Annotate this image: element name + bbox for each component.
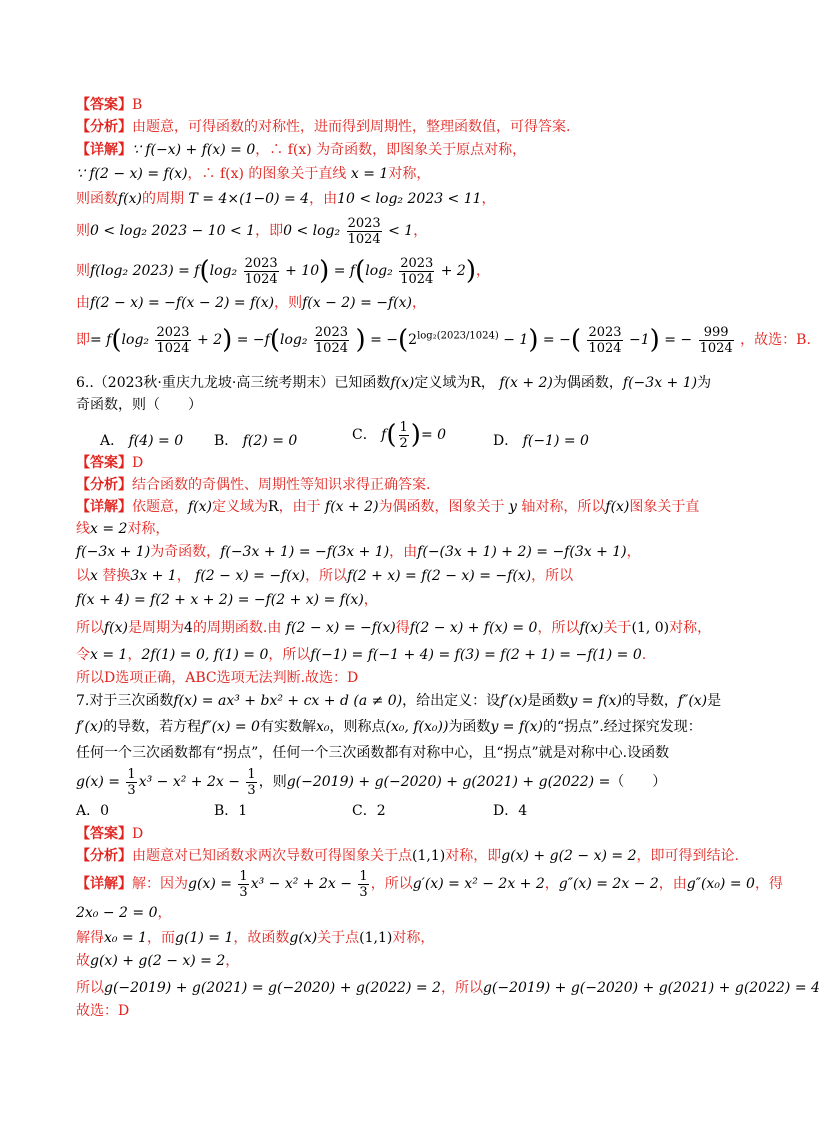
- text: 对称，即: [445, 848, 502, 864]
- math: x = 1: [350, 166, 389, 182]
- fraction-numerator: 2023: [156, 324, 190, 340]
- math: log₂: [121, 332, 150, 348]
- math: f′(x): [500, 693, 528, 709]
- text: 为偶函数，图象关于: [378, 499, 505, 515]
- math: f(2 − x) = −f(x − 2) = f(x): [90, 295, 275, 311]
- math: < 1: [388, 223, 414, 239]
- q7-detail-line-6: [76, 1000, 760, 1022]
- text: 线: [76, 521, 90, 537]
- fraction-numerator: 1: [247, 766, 256, 782]
- paren: (: [111, 325, 122, 355]
- fraction-numerator: 999: [699, 325, 734, 341]
- math: g(−2019) + g(−2020) + g(2021) + g(2022) = 4: [482, 980, 820, 996]
- text: .: [641, 647, 647, 663]
- text: ，得: [754, 876, 783, 892]
- text: （ ）: [610, 774, 667, 790]
- q7-stem-line-4: [76, 764, 760, 800]
- math: 2x₀ − 2 = 0: [76, 905, 158, 921]
- option-value: 4: [518, 803, 528, 819]
- math: f(x) = ax³ + bx² + cx + d (a ≠ 0): [173, 693, 403, 709]
- math: f(2 − x) = −f(x): [195, 568, 306, 584]
- answer-tag: 【答案】: [76, 455, 132, 471]
- text: ，所以: [537, 620, 580, 636]
- text: ，: [176, 568, 191, 584]
- text: 有实数解: [259, 719, 316, 735]
- math: g(x) + g(2 − x) = 2: [501, 848, 637, 864]
- paren: ): [222, 325, 233, 355]
- math: f(−1) = f(−1 + 4) = f(3) = f(2 + 1) = −f(1) = 0: [310, 647, 642, 663]
- math: f(x + 4) = f(2 + x + 2) = −f(2 + x) = f(x): [76, 592, 364, 608]
- math: (1, 0): [631, 620, 670, 636]
- math: g(x) =: [76, 774, 120, 790]
- math: 3x + 1: [130, 568, 177, 584]
- text: 解得: [76, 930, 104, 946]
- text: ，所以: [440, 980, 483, 996]
- paren: (: [355, 256, 366, 286]
- math: f(x): [104, 620, 129, 636]
- text: 为奇函数，: [150, 544, 221, 560]
- option-label: A．: [76, 803, 101, 819]
- text: ，由于: [278, 499, 321, 515]
- math: log₂: [209, 263, 238, 279]
- analysis-text: 结合函数的奇偶性、周期性等知识求得正确答案.: [132, 477, 431, 493]
- paren: (: [269, 325, 280, 355]
- paren: ): [410, 420, 421, 450]
- text: 对称，: [127, 521, 170, 537]
- math: = −: [664, 332, 693, 348]
- text: 任何一个三次函数都有“拐点”，任何一个三次函数都有对称中心，且“拐点”就是对称中心.设函数: [76, 745, 670, 761]
- fraction: [587, 325, 622, 356]
- math: f(x): [188, 499, 213, 515]
- q5-detail-line-4: [76, 214, 760, 248]
- math: f(log₂ 2023) = f: [90, 263, 200, 279]
- fraction-numerator: 2023: [244, 255, 278, 271]
- math: − 1: [503, 332, 529, 348]
- text: 是函数: [527, 693, 570, 709]
- math: x = 2: [90, 521, 128, 537]
- text: 对称，: [392, 930, 435, 946]
- q6-analysis-line: [76, 474, 760, 496]
- option-value: f(2) = 0: [242, 433, 298, 449]
- math: x₀: [315, 719, 330, 735]
- text: 所以: [76, 980, 104, 996]
- fraction-denominator: 1024: [156, 340, 190, 356]
- analysis-tag: 【分析】: [76, 477, 132, 493]
- q6-detail-line-7: [76, 644, 760, 666]
- text: 对称，: [388, 166, 431, 182]
- math: f(x − 2) = −f(x): [302, 295, 412, 311]
- text: ，则: [258, 774, 287, 790]
- text: ，: [476, 263, 490, 279]
- text: 得: [395, 620, 410, 636]
- fraction-denominator: 1024: [400, 271, 434, 287]
- math: y = f(x): [569, 693, 622, 709]
- answer-value: D: [132, 826, 144, 842]
- option-value: 1: [238, 803, 248, 819]
- paren: ): [465, 256, 476, 286]
- fraction-numerator: 1: [127, 766, 136, 782]
- math: + 10: [285, 263, 320, 279]
- math: R: [470, 375, 481, 391]
- text: ，: [481, 191, 496, 207]
- math: = −: [370, 332, 398, 348]
- math: x₀ = 1: [104, 930, 148, 946]
- math: f(x): [118, 191, 143, 207]
- math: g″(x) = 2x − 2: [558, 876, 659, 892]
- text: ，∴ f(x) 为奇函数，即图象关于原点对称，: [255, 142, 527, 158]
- fraction-denominator: 3: [247, 782, 256, 798]
- math: 2: [408, 332, 418, 348]
- text: ，故函数: [233, 930, 290, 946]
- paren: ): [649, 325, 660, 355]
- option-value: 0: [100, 803, 110, 819]
- option-label: B．: [214, 803, 239, 819]
- math: + 2: [440, 263, 466, 279]
- fraction: [358, 869, 368, 900]
- text: ，故选：B.: [740, 332, 811, 348]
- q5-detail-line-3: [76, 188, 760, 210]
- text: 是: [707, 693, 722, 709]
- q6-answer-line: [76, 452, 760, 474]
- fraction-denominator: 1024: [699, 340, 733, 356]
- paren: ): [355, 325, 366, 355]
- fraction-denominator: 1024: [347, 231, 381, 247]
- math: f(x): [605, 499, 630, 515]
- q5-analysis-line: [76, 116, 760, 138]
- text: ，∴ f(x) 的图象关于直线: [187, 166, 347, 182]
- math: log₂: [279, 332, 308, 348]
- math: x: [90, 568, 98, 584]
- math: x³ − x² + 2x −: [250, 876, 352, 892]
- math: y = f(x): [490, 719, 543, 735]
- q6-stem-line-1: [76, 372, 760, 394]
- fraction: [155, 325, 190, 356]
- q7-detail-line-2: [76, 902, 760, 924]
- fraction: [399, 420, 409, 451]
- text: ，所以: [268, 647, 311, 663]
- text: ，: [413, 223, 428, 239]
- q6-option-c[interactable]: [352, 418, 446, 452]
- math: f(2 − x) = −f(x): [285, 620, 396, 636]
- math: T = 4×(1−0) = 4: [188, 191, 310, 207]
- option-value: f(4) = 0: [128, 433, 184, 449]
- math: 0 < log₂: [283, 223, 341, 239]
- math: g(x): [289, 930, 318, 946]
- math: 4: [184, 620, 193, 636]
- text: 所以: [76, 620, 104, 636]
- paren: (: [397, 325, 409, 355]
- text: 对称，: [669, 620, 712, 636]
- text: 关于: [603, 620, 632, 636]
- q6-detail-line-4: [76, 565, 760, 587]
- q7-option-a[interactable]: [76, 800, 109, 822]
- text: ，由: [658, 876, 687, 892]
- q7-stem-line-3: [76, 742, 760, 764]
- math: (1,1): [359, 930, 393, 946]
- math: 0 < log₂ 2023 − 10 < 1: [90, 223, 256, 239]
- q5-answer-line: [76, 94, 760, 116]
- q5-detail-line-2: [76, 163, 760, 185]
- fraction: [126, 767, 136, 798]
- math: g(x) =: [188, 876, 232, 892]
- text: ，给出定义：设: [402, 693, 501, 709]
- detail-tag: 【详解】: [76, 876, 132, 892]
- text: 则: [76, 263, 90, 279]
- math: 2f(1) = 0, f(1) = 0: [141, 647, 269, 663]
- text: 由题意对已知函数求两次导数可得图象关于点: [132, 848, 412, 864]
- paren: (: [199, 256, 210, 286]
- detail-tag: 【详解】: [76, 499, 132, 515]
- text: ，则称点: [329, 719, 386, 735]
- q6-detail-line-5: [76, 589, 760, 611]
- text: 依题意，: [132, 499, 188, 515]
- answer-tag: 【答案】: [76, 97, 132, 113]
- q6-detail-line-8: [76, 667, 760, 689]
- math: f(−3x + 1): [76, 544, 151, 560]
- text: 定义域为: [414, 375, 471, 391]
- text: ，: [411, 295, 426, 311]
- text: ，: [127, 647, 142, 663]
- q6-detail-line-2: [76, 518, 760, 540]
- text: 奇函数，则（ ）: [76, 397, 202, 413]
- option-label: D．: [493, 433, 519, 449]
- text: ，即可得到结论.: [636, 848, 739, 864]
- paren: ): [528, 325, 539, 355]
- text: 即: [76, 332, 90, 348]
- math: = −f: [236, 332, 270, 348]
- fraction: [238, 869, 248, 900]
- fraction: [314, 325, 349, 356]
- math: g(−2019) + g(2021) = g(−2020) + g(2022) = 2: [104, 980, 441, 996]
- text: 定义域为: [212, 499, 269, 515]
- q7-detail-line-3: [76, 927, 760, 949]
- text: 令: [76, 647, 90, 663]
- math: f: [381, 427, 387, 443]
- text: 的周期: [142, 191, 185, 207]
- math: x³ − x² + 2x −: [138, 774, 240, 790]
- q7-option-d[interactable]: [493, 800, 527, 822]
- math: = 0: [420, 427, 447, 443]
- fraction-denominator: 3: [359, 884, 368, 900]
- math: f(x + 2): [499, 375, 553, 391]
- math: f(x + 2): [325, 499, 379, 515]
- fraction: [246, 767, 256, 798]
- math: g(−2019) + g(−2020) + g(2021) + g(2022) =: [286, 774, 611, 790]
- text: 的导数，: [621, 693, 678, 709]
- fraction-denominator: 3: [239, 884, 248, 900]
- text: 以: [76, 568, 90, 584]
- text: ，: [225, 953, 240, 969]
- text: 图象关于直: [629, 499, 700, 515]
- q7-detail-line-4: [76, 950, 760, 972]
- analysis-tag: 【分析】: [76, 119, 132, 135]
- q5-detail-line-6: [76, 292, 760, 314]
- q6-detail-line-1: [76, 496, 760, 518]
- fraction-denominator: 1024: [588, 340, 622, 356]
- math: = −: [542, 332, 571, 348]
- option-value: 2: [376, 803, 386, 819]
- text: 轴对称，所以: [521, 499, 606, 515]
- q6-detail-line-6: [76, 617, 760, 639]
- text: 则: [76, 223, 90, 239]
- answer-value: B: [132, 97, 143, 113]
- fraction: [399, 256, 434, 287]
- fraction: [347, 216, 382, 247]
- text: 是周期为: [128, 620, 185, 636]
- math: f(x): [390, 375, 415, 391]
- paren: (: [386, 420, 397, 450]
- text: ，: [626, 544, 641, 560]
- option-value: f(−1) = 0: [522, 433, 589, 449]
- text: 的“拐点”.经过探究发现：: [542, 719, 702, 735]
- fraction-numerator: 2023: [347, 215, 381, 231]
- math: g″(x₀) = 0: [686, 876, 755, 892]
- fraction-denominator: 1024: [244, 271, 278, 287]
- paren: ): [319, 256, 330, 286]
- q6-stem-line-2: [76, 394, 760, 416]
- q5-detail-line-5: [76, 254, 760, 288]
- fraction-numerator: 2023: [400, 255, 434, 271]
- text: 7.对于三次函数: [76, 693, 174, 709]
- math: f″(x) = 0: [201, 719, 260, 735]
- text: 为偶函数，: [552, 375, 623, 391]
- text: 由: [76, 295, 90, 311]
- math: (x₀, f(x₀)): [385, 719, 449, 735]
- math: g′(x) = x² − 2x + 2: [412, 876, 545, 892]
- q5-detail-line-1: [76, 139, 760, 161]
- text: 故: [76, 953, 90, 969]
- option-label: D．: [493, 803, 519, 819]
- text: ，由: [389, 544, 418, 560]
- fraction-denominator: 3: [127, 782, 136, 798]
- text: 替换: [102, 568, 131, 584]
- q7-detail-line-1: [76, 866, 783, 902]
- math: f″(x): [677, 693, 708, 709]
- q5-detail-line-7: [76, 322, 811, 358]
- option-label: C．: [352, 803, 377, 819]
- math: f(−3x + 1): [622, 375, 698, 391]
- fraction-numerator: 1: [359, 868, 368, 884]
- text: 6..（2023秋·重庆九龙坡·高三统考期末）已知函数: [76, 375, 391, 391]
- exponent: log₂(2023/1024): [417, 330, 499, 342]
- text: 则函数: [76, 191, 118, 207]
- text: ，: [157, 905, 172, 921]
- fraction-numerator: 2023: [314, 324, 348, 340]
- answer-value: D: [132, 455, 144, 471]
- math: f(−(3x + 1) + 2) = −f(3x + 1): [417, 544, 627, 560]
- fraction-numerator: 1: [399, 419, 408, 435]
- text: ，: [363, 592, 378, 608]
- q7-analysis-line: [76, 845, 760, 867]
- math: ∵ f(2 − x) = f(x): [76, 166, 188, 182]
- math: f′(x): [76, 719, 104, 735]
- q7-option-b[interactable]: [214, 800, 247, 822]
- text: ，所以: [305, 568, 348, 584]
- analysis-text: 由题意，可得函数的对称性，进而得到周期性，整理函数值，可得答案.: [132, 119, 571, 135]
- text: ，则: [274, 295, 303, 311]
- fraction-numerator: 1: [239, 868, 248, 884]
- q7-stem-line-2: [76, 716, 760, 738]
- text: 所以D选项正确，ABC选项无法判断.故选：D: [76, 670, 359, 686]
- fraction: [244, 256, 279, 287]
- q7-option-c[interactable]: [352, 800, 386, 822]
- math: log₂: [365, 263, 393, 279]
- q6-detail-line-3: [76, 541, 760, 563]
- text: ，: [544, 876, 559, 892]
- fraction-denominator: 2: [399, 435, 408, 451]
- text: ，所以: [370, 876, 413, 892]
- text: 故选：D: [76, 1003, 130, 1019]
- math: g(x) + g(2 − x) = 2: [90, 953, 226, 969]
- math: g(1) = 1: [175, 930, 234, 946]
- math: f(x): [579, 620, 604, 636]
- option-label: C．: [352, 427, 377, 443]
- option-label: B．: [214, 433, 239, 449]
- math: f(2 − x) + f(x) = 0: [409, 620, 538, 636]
- text: 关于点: [317, 930, 360, 946]
- paren: (: [570, 325, 581, 355]
- q7-detail-line-5: [76, 977, 820, 999]
- math: x = 1: [90, 647, 128, 663]
- text: ，而: [147, 930, 176, 946]
- math: R: [268, 499, 279, 515]
- math: y: [509, 499, 517, 515]
- text: 为: [697, 375, 712, 391]
- text: 的周期函数.由: [192, 620, 282, 636]
- text: 的导数，若方程: [103, 719, 202, 735]
- math: f(2 + x) = f(2 − x) = −f(x): [347, 568, 532, 584]
- text: 解：因为: [132, 876, 188, 892]
- math: ∵ f(−x) + f(x) = 0: [132, 142, 256, 158]
- math: (1,1): [412, 848, 446, 864]
- math: = f: [90, 332, 112, 348]
- q7-answer-line: [76, 823, 760, 845]
- text: 为函数: [448, 719, 491, 735]
- math: −1: [629, 332, 650, 348]
- fraction-numerator: 2023: [588, 324, 622, 340]
- text: ，由: [309, 191, 338, 207]
- text: ，所以: [531, 568, 574, 584]
- fraction: [699, 325, 734, 356]
- q7-stem-line-1: [76, 690, 760, 712]
- math: f(−3x + 1) = −f(3x + 1): [220, 544, 390, 560]
- math: = f: [333, 263, 356, 279]
- math: + 2: [197, 332, 223, 348]
- math: 10 < log₂ 2023 < 11: [337, 191, 482, 207]
- text: ，即: [255, 223, 284, 239]
- option-label: A．: [100, 433, 125, 449]
- detail-tag: 【详解】: [76, 142, 132, 158]
- text: ，: [480, 375, 495, 391]
- fraction-denominator: 1024: [314, 340, 348, 356]
- analysis-tag: 【分析】: [76, 848, 132, 864]
- answer-tag: 【答案】: [76, 826, 132, 842]
